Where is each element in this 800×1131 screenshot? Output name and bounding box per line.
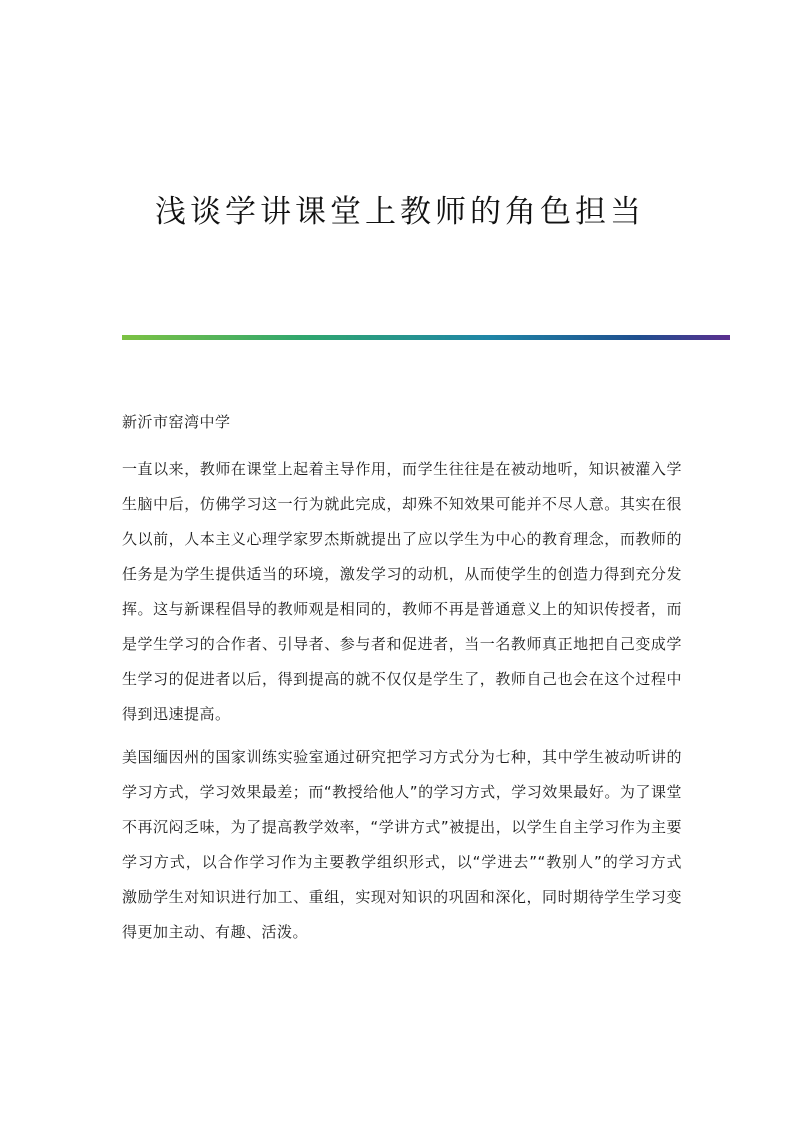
title-divider (122, 335, 730, 340)
document-title: 浅谈学讲课堂上教师的角色担当 (155, 194, 645, 230)
paragraph: 美国缅因州的国家训练实验室通过研究把学习方式分为七种，其中学生被动听讲的学习方式，学习效果最差；而“教授给他人”的学习方式，学习效果最好。为了课堂不再沉闷乏味，为了提高教学效率，“学讲方式”被提出，以学生自主学习作为主要学习方式，以合作学习作为主要教学组织形式，以“学进去”“教别人”的学习方式激励学生对知识进行加工、重组，实现对知识的巩固和深化，同时期待学生学习变得更加主动、有趣、活泼。 (122, 748, 682, 941)
author-affiliation: 新沂市窑湾中学 (122, 413, 231, 431)
paragraph: 一直以来，教师在课堂上起着主导作用，而学生往往是在被动地听，知识被灌入学生脑中后，仿佛学习这一行为就此完成，却殊不知效果可能并不尽人意。其实在很久以前，人本主义心理学家罗杰斯就提出了应以学生为中心的教育理念，而教师的任务是为学生提供适当的环境，激发学习的动机，从而使学生的创造力得到充分发挥。这与新课程倡导的教师观是相同的，教师不再是普通意义上的知识传授者，而是学生学习的合作者、引导者、参与者和促进者，当一名教师真正地把自己变成学生学习的促进者以后，得到提高的就不仅仅是学生了，教师自己也会在这个过程中得到迅速提高。 (122, 460, 682, 723)
document-body (122, 405, 682, 958)
